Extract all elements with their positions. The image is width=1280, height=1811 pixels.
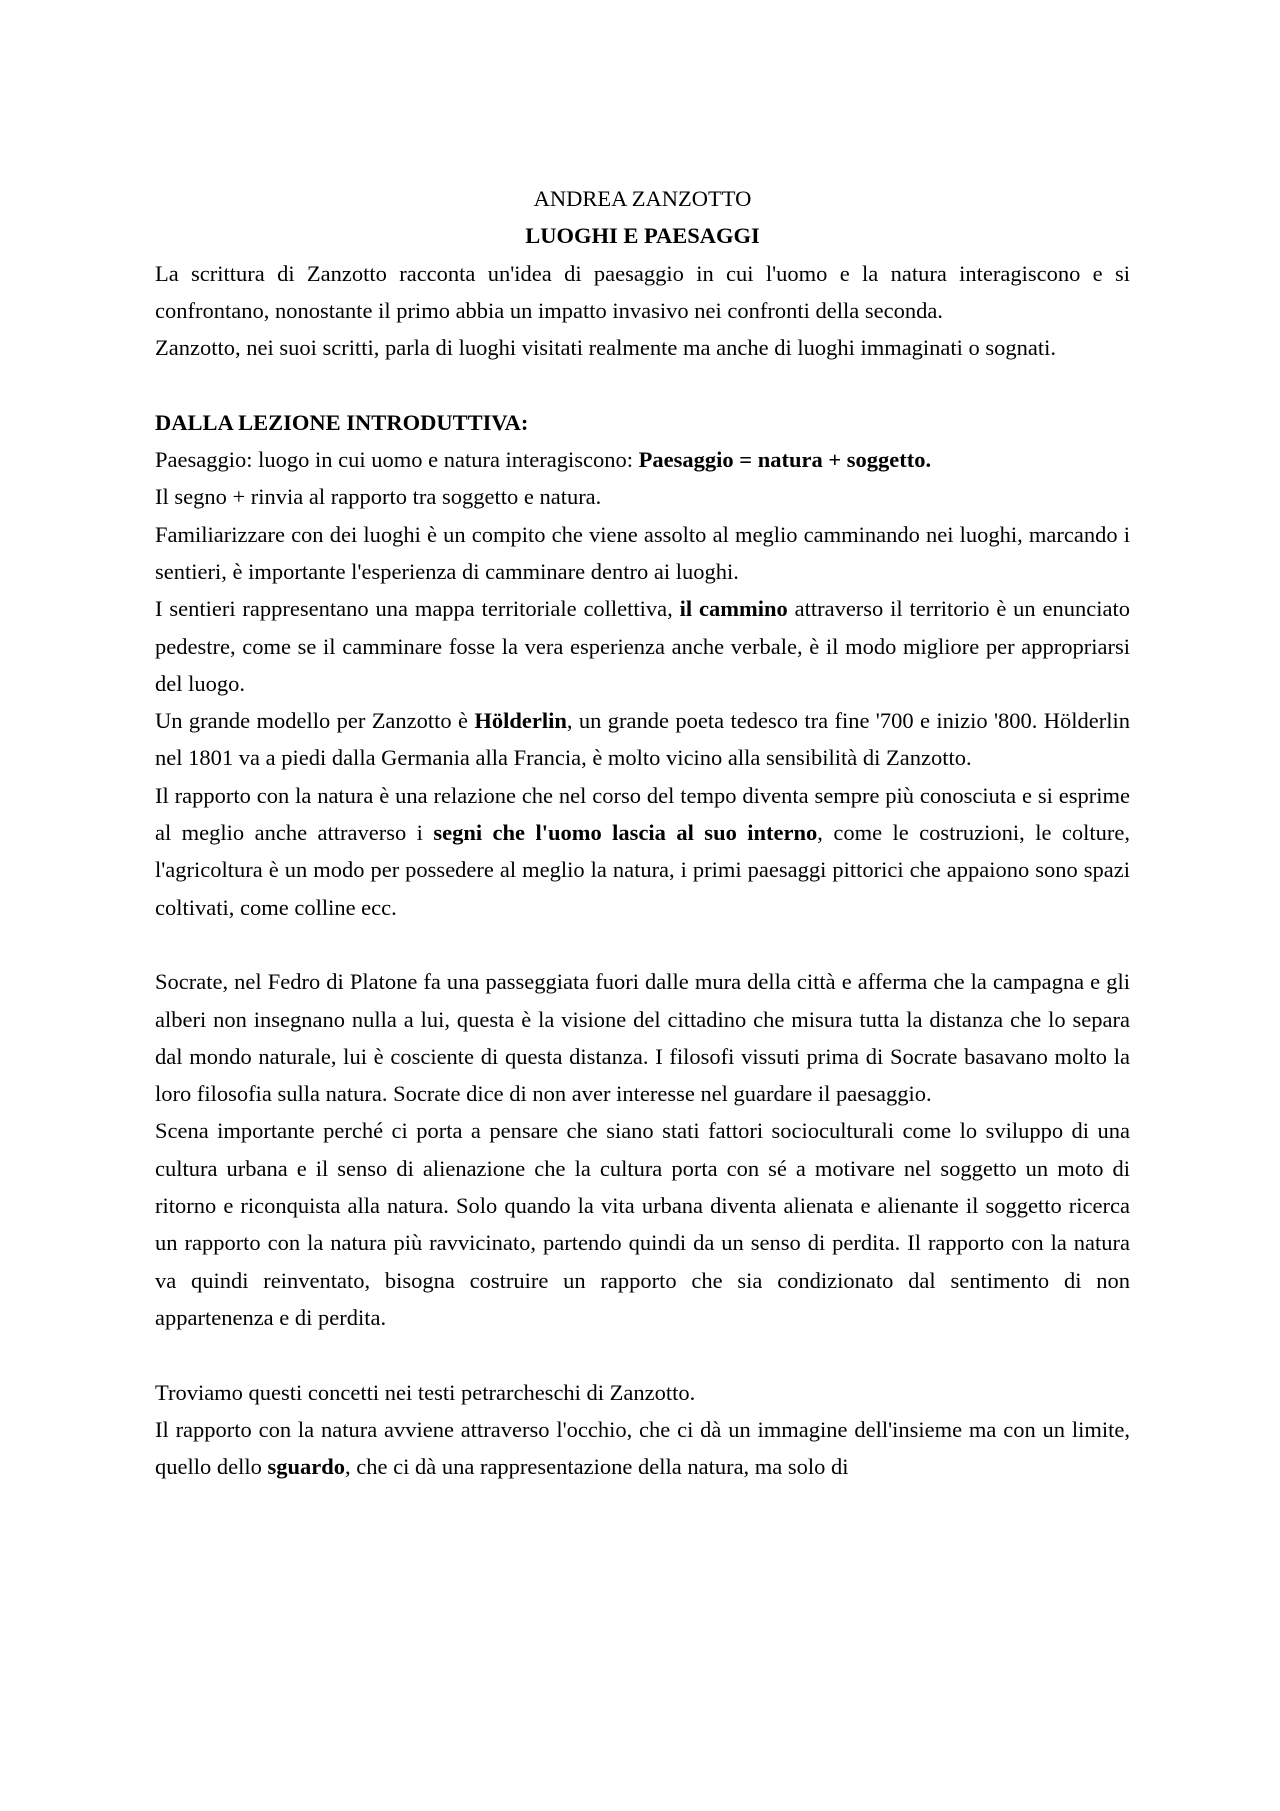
intro-paragraph-1: La scrittura di Zanzotto racconta un'idea di paesaggio in cui l'uomo e la natura interagiscono e si confrontano, nonostante il primo abbia un impatto invasivo nei confronti della seconda. [155, 260, 1130, 323]
paesaggio-formula: Paesaggio = natura + soggetto. [638, 447, 932, 473]
sentieri-after: attraverso il territorio è un enunciato pedestre, come se il camminare fosse la vera esperienza anche verbale, è il modo migliore per appropriarsi del luogo. [155, 596, 1131, 696]
occhio-bold: sguardo [267, 1454, 346, 1480]
sentieri-bold: il cammino [679, 596, 788, 622]
scena-paragraph: Scena importante perché ci porta a pensare che siano stati fattori socioculturali come lo sviluppo di una cultura urbana e il senso di alienazione che la cultura porta con sé a motivare nel soggetto un moto di ritorno e riconquista alla natura. Solo quando la vita urbana diventa alienata e alienante il soggetto ricerca un rapporto con la natura più ravvicinato, partendo quindi da un senso di perdita. Il rapporto con la natura va quindi reinventato, bisogna costruire un rapporto che sia condizionato dal sentimento di non appartenenza e di perdita. [155, 1118, 1130, 1330]
familiarizzare-paragraph: Familiarizzare con dei luoghi è un compito che viene assolto al meglio camminando nei luoghi, marcando i sentieri, è importante l'esperienza di camminare dentro ai luoghi. [155, 521, 1130, 584]
occhio-paragraph [155, 1411, 1130, 1486]
troviamo-paragraph: Troviamo questi concetti nei testi petrarcheschi di Zanzotto. [155, 1379, 696, 1405]
rapporto-bold: segni che l'uomo lascia al suo interno [433, 820, 818, 846]
occhio-before: Il rapporto con la natura avviene attraverso l'occhio, che ci dà un immagine dell'insieme ma con un limite, quello dello [155, 1416, 1130, 1480]
holderlin-after: , un grande poeta tedesco tra fine '700 e inizio '800. Hölderlin nel 1801 va a piedi dalla Germania alla Francia, è molto vicino alla sensibilità di Zanzotto. [155, 708, 1131, 771]
rapporto-paragraph [155, 777, 1130, 926]
blank-line [155, 926, 1130, 963]
holderlin-before: Un grande modello per Zanzotto è [155, 708, 475, 734]
paesaggio-definition [155, 441, 1130, 478]
rapporto-before: Il rapporto con la natura è una relazione che nel corso del tempo diventa sempre più conosciuta e si esprime al meglio anche attraverso i [155, 782, 1130, 846]
sentieri-paragraph [155, 590, 1130, 702]
sentieri-before: I sentieri rappresentano una mappa territoriale collettiva, [155, 596, 680, 622]
document-page [155, 180, 1130, 1485]
blank-line [155, 1336, 1130, 1373]
holderlin-bold: Hölderlin [474, 708, 567, 734]
blank-line [155, 366, 1130, 403]
socrate-paragraph: Socrate, nel Fedro di Platone fa una passeggiata fuori dalle mura della città e afferma che la campagna e gli alberi non insegnano nulla a lui, questa è la visione del cittadino che misura tutta la distanza che lo separa dal mondo naturale, lui è cosciente di questa distanza. I filosofi vissuti prima di Socrate basavano molto la loro filosofia sulla natura. Socrate dice di non aver interesse nel guardare il paesaggio. [155, 969, 1130, 1107]
holderlin-paragraph [155, 702, 1130, 777]
occhio-after: , che ci dà una rappresentazione della natura, ma solo di [345, 1454, 849, 1480]
section-heading: DALLA LEZIONE INTRODUTTIVA: [155, 409, 529, 435]
paesaggio-lead: Paesaggio: luogo in cui uomo e natura interagiscono: [155, 447, 639, 473]
segno-paragraph: Il segno + rinvia al rapporto tra soggetto e natura. [155, 484, 602, 510]
main-title: LUOGHI E PAESAGGI [525, 223, 760, 249]
rapporto-after: , come le costruzioni, le colture, l'agricoltura è un modo per possedere al meglio la natura, i primi paesaggi pittorici che appaiono sono spazi coltivati, come colline ecc. [155, 820, 1130, 920]
intro-paragraph-2: Zanzotto, nei suoi scritti, parla di luoghi visitati realmente ma anche di luoghi immaginati o sognati. [155, 335, 1057, 361]
author-title: ANDREA ZANZOTTO [533, 186, 752, 211]
